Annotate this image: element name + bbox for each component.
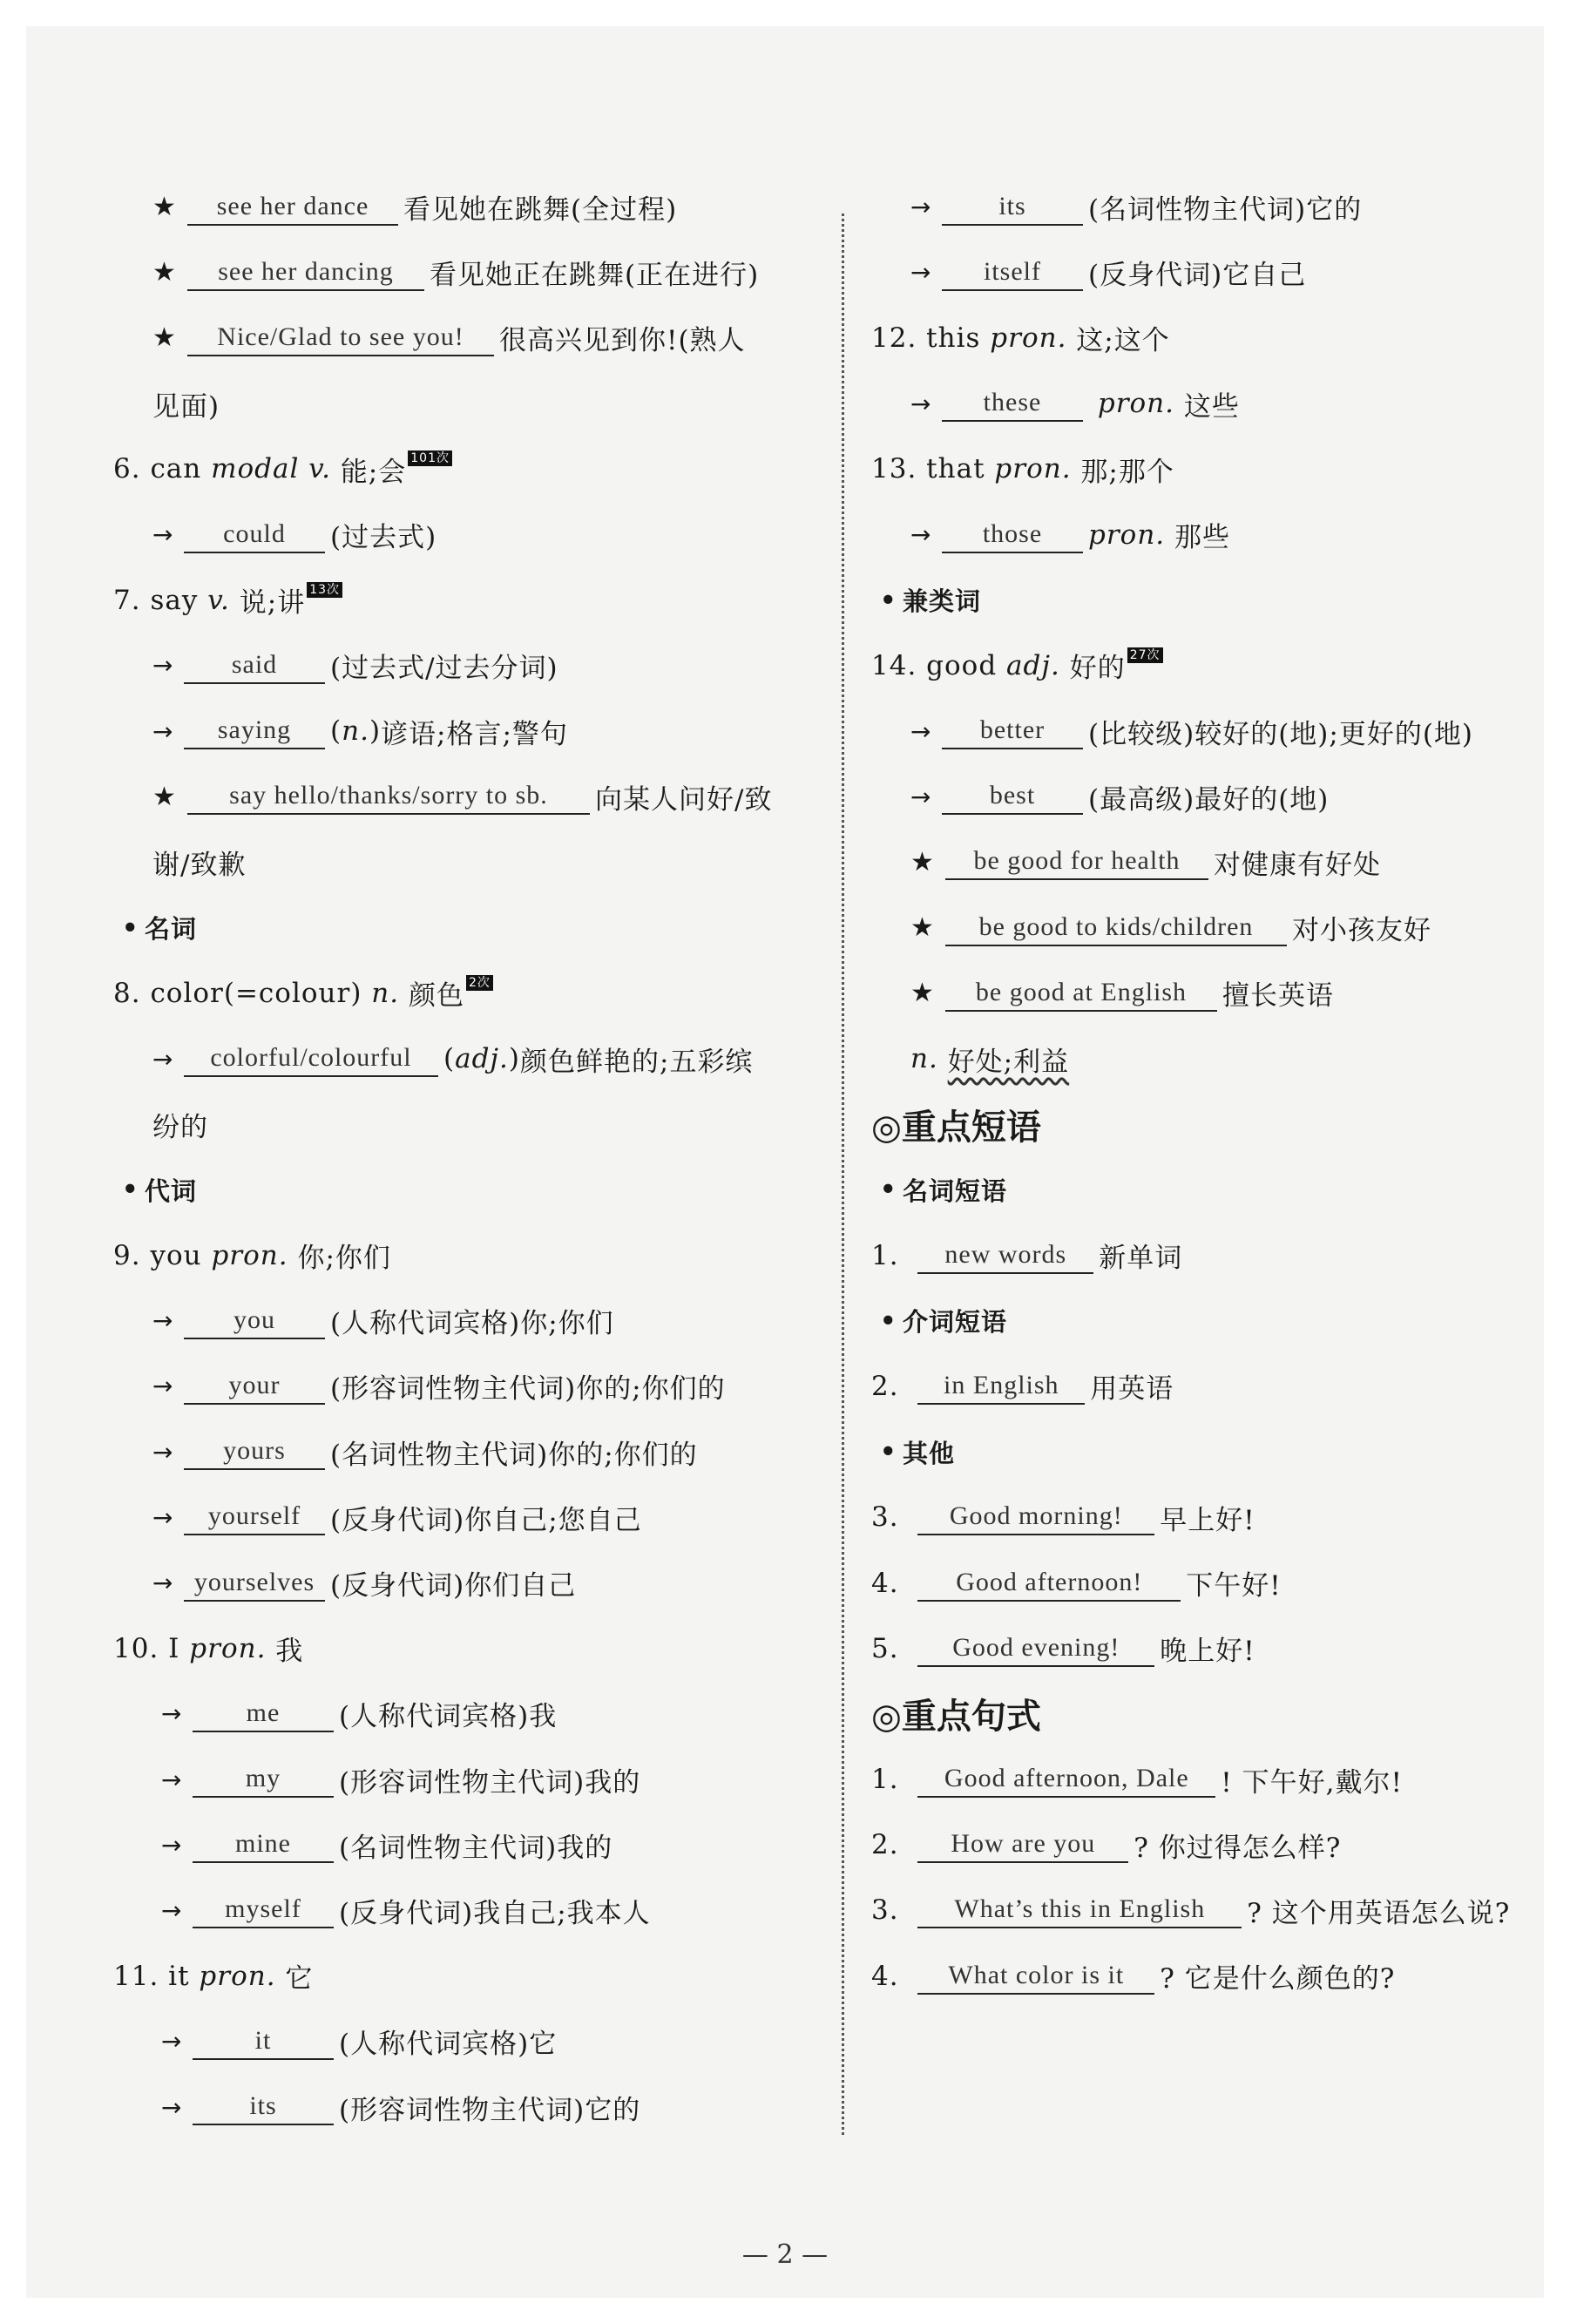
workbook-page [26,26,1544,2298]
derived-form: → colorful/colourful ( adj. ) 颜色鲜艳的;五彩缤 [113,1026,819,1091]
item-number: 5. [871,1632,899,1664]
entry-number: 13. [871,453,917,485]
arrow-icon: → [161,1830,183,1860]
item-number: 2. [871,1370,899,1402]
word-entry [113,1223,819,1288]
arrow-icon: → [910,716,932,746]
noun-sense [871,1026,1542,1091]
meaning: 早上好! [1160,1504,1255,1536]
arrow-icon: → [910,258,932,288]
derived-form [871,502,1542,567]
derived-form [113,1288,819,1353]
answer-blank: mine [193,1826,334,1863]
answer-blank: your [184,1368,325,1405]
meaning: ? 你过得怎么样? [1134,1832,1342,1864]
arrow-icon: → [152,1044,174,1074]
bullet-icon: • [880,1175,897,1205]
entry-number: 9. [113,1239,141,1271]
meaning: 好处;利益 [947,1046,1070,1078]
column-divider [842,213,844,2135]
answer-blank: itself [942,254,1083,291]
word-entry [113,567,819,633]
word-entry [871,437,1542,502]
arrow-icon: → [161,1699,183,1729]
answer-blank: say hello/thanks/sorry to sb. [187,778,590,815]
meaning: (人称代词宾格)它 [339,2029,558,2061]
headword: good [926,649,998,681]
frequency-badge: 13次 [307,582,342,598]
part-of-speech: modal v. [211,453,331,485]
star-icon: ★ [152,781,177,812]
section-label: • 其他 [880,1437,956,1468]
meaning: (形容词性物主代词)我的 [339,1766,641,1799]
answer-blank: my [193,1761,334,1798]
answer-blank: be good to kids/children [945,910,1287,946]
derived-form [113,1550,819,1616]
meaning: ? 这个用英语怎么说? [1247,1897,1511,1929]
headword: this [926,322,981,354]
entry-number: 7. [113,584,141,616]
star-icon: ★ [910,846,935,877]
part-of-speech: n. [910,1043,938,1075]
meaning: 下午好! [1186,1570,1282,1602]
answer-blank: it [193,2023,334,2060]
answer-blank: me [193,1696,334,1732]
meaning: 向某人问好/致 [595,783,773,816]
meaning: 好的 [1069,653,1126,685]
phrase-line [871,830,1542,895]
arrow-icon: → [152,1437,174,1467]
meaning: (比较级)较好的(地);更好的(地) [1088,718,1474,750]
derived-form [113,2009,819,2074]
continuation-line: 见面) [152,390,220,423]
meaning: 说;讲 [239,587,306,620]
answer-blank: colorful/colourful [184,1040,438,1077]
meaning: (反身代词)我自己;我本人 [339,1897,651,1929]
sentence-item [871,1878,1542,1943]
phrase-line [871,960,1542,1026]
meaning: 看见她正在跳舞(正在进行) [430,260,760,292]
derived-form [871,371,1542,437]
meaning: (名词性物主代词)我的 [339,1832,613,1864]
derived-form [871,240,1542,305]
derived-form: → saying ( n. ) 谚语;格言;警句 [113,699,819,764]
answer-blank: those [942,517,1083,553]
headword: say [150,584,199,616]
answer-blank: be good for health [945,844,1208,880]
derived-form [113,1747,819,1812]
word-entry [113,960,819,1026]
part-of-speech: pron. [990,322,1067,354]
meaning: 你;你们 [297,1243,391,1275]
meaning: (形容词性物主代词)你的;你们的 [330,1373,726,1406]
answer-blank: best [942,778,1083,815]
answer-blank: yourself [184,1499,325,1535]
meaning: (名词性物主代词)你的;你们的 [330,1439,698,1471]
part-of-speech: pron. [1097,388,1175,420]
frequency-badge: 101次 [408,451,452,466]
headword: color(=colour) [150,977,362,1009]
meaning: 那;那个 [1080,456,1174,488]
arrow-icon: → [910,782,932,811]
section-heading: ◎重点短语 [871,1107,1041,1148]
arrow-icon: → [152,1502,174,1532]
meaning: 它 [285,1963,314,1995]
answer-blank: Good morning! [917,1499,1154,1535]
section-heading: ◎重点句式 [871,1697,1041,1738]
section-label: • 名词短语 [880,1175,1008,1206]
arrow-icon: → [161,2092,183,2122]
arrow-icon: → [910,193,932,222]
answer-blank: Good afternoon! [917,1565,1181,1602]
meaning: 能;会 [340,456,407,488]
arrow-icon: → [161,1895,183,1925]
headword: can [150,453,202,485]
sentence-item [871,1812,1542,1878]
page-number: — 2 — [741,2239,829,2270]
arrow-icon: → [152,1372,174,1401]
meaning: (最高级)最好的(地) [1088,783,1330,816]
answer-blank: What color is it [917,1958,1154,1995]
derived-form [113,2074,819,2139]
answer-blank: yourselves [184,1565,325,1602]
entry-number: 6. [113,453,141,485]
phrase-line [113,174,819,240]
sentence-item [871,1747,1542,1812]
derived-form [113,1353,819,1419]
star-icon: ★ [152,257,177,288]
headword: that [926,453,985,485]
derived-form [113,633,819,698]
meaning: (过去式) [330,522,437,554]
phrase-line [113,305,819,370]
part-of-speech: n. [342,715,369,748]
meaning: 晚上好! [1160,1636,1255,1668]
right-column [871,174,1542,2009]
arrow-icon: → [910,389,932,418]
answer-blank: saying [184,713,325,749]
meaning: 对小孩友好 [1292,915,1431,947]
entry-number: 12. [871,322,917,354]
word-entry [113,1616,819,1681]
entry-number: 10. [113,1632,159,1664]
bullet-icon: • [880,1305,897,1336]
arrow-icon: → [152,1569,174,1598]
word-entry [871,633,1542,698]
part-of-speech: adj. [1006,649,1060,681]
headword: you [150,1239,202,1271]
derived-form [871,764,1542,830]
phrase-line [113,764,819,830]
bullet-icon: • [880,585,897,615]
entry-number: 8. [113,977,141,1009]
meaning: 那些 [1174,522,1231,554]
part-of-speech: pron. [211,1239,288,1271]
continuation-line: 纷的 [152,1111,208,1143]
phrase-item [871,1485,1542,1550]
arrow-icon: → [161,2027,183,2056]
answer-blank: you [184,1303,325,1339]
bullet-icon: • [880,1437,897,1467]
star-icon: ★ [910,978,935,1009]
section-label: • 代词 [122,1175,198,1206]
answer-blank: these [942,385,1083,422]
headword: I [168,1632,180,1664]
section-label: • 介词短语 [880,1305,1008,1338]
meaning: 擅长英语 [1222,980,1334,1013]
part-of-speech: v. [207,584,230,616]
meaning: 颜色 [408,980,464,1013]
meaning: 看见她在跳舞(全过程) [403,194,678,227]
answer-blank: be good at English [945,975,1217,1012]
answer-blank: its [942,189,1083,226]
answer-blank: see her dancing [187,254,424,291]
arrow-icon: → [152,1306,174,1336]
answer-blank: new words [917,1237,1093,1274]
word-entry [113,437,819,502]
section-label: • 兼类词 [880,585,982,617]
meaning: 谚语;格言;警句 [381,718,568,750]
meaning: 很高兴见到你!(熟人 [499,325,746,357]
arrow-icon: → [152,651,174,681]
derived-form [113,502,819,567]
part-of-speech: pron. [994,453,1072,485]
answer-blank: Good evening! [917,1630,1154,1667]
headword: it [168,1960,190,1992]
bullet-icon: • [122,912,139,943]
part-of-speech: pron. [189,1632,267,1664]
arrow-icon: → [152,716,174,746]
frequency-badge: 2次 [466,975,493,991]
answer-blank: could [184,517,325,553]
star-icon: ★ [152,322,177,354]
answer-blank: myself [193,1892,334,1928]
frequency-badge: 27次 [1127,647,1163,663]
answer-blank: What’s this in English [917,1892,1242,1928]
meaning: 新单词 [1099,1243,1183,1275]
arrow-icon: → [161,1765,183,1794]
item-number: 3. [871,1894,899,1927]
part-of-speech: pron. [1088,518,1166,551]
part-of-speech: pron. [199,1960,276,1992]
derived-form [113,1419,819,1485]
sentence-item [871,1943,1542,2009]
answer-blank: said [184,647,325,684]
section-label: • 名词 [122,912,198,945]
derived-form [113,1485,819,1550]
meaning: (过去式/过去分词) [330,653,558,685]
star-icon: ★ [910,912,935,944]
phrase-item [871,1550,1542,1616]
continuation-line: 谢/致歉 [152,849,247,881]
phrase-line [113,240,819,305]
meaning: ! 下午好,戴尔! [1221,1766,1403,1799]
meaning: (人称代词宾格)你;你们 [330,1308,614,1340]
entry-number: 14. [871,649,917,681]
meaning: 这;这个 [1076,325,1170,357]
derived-form [113,1681,819,1746]
meaning: 颜色鲜艳的;五彩缤 [520,1046,754,1078]
item-number: 2. [871,1829,899,1861]
meaning: 对健康有好处 [1214,849,1381,881]
item-number: 3. [871,1501,899,1534]
part-of-speech: adj. [455,1043,509,1075]
answer-blank: yours [184,1433,325,1470]
meaning: (形容词性物主代词)它的 [339,2094,641,2126]
bullet-icon: • [122,1175,139,1205]
phrase-item [871,1616,1542,1681]
answer-blank: Nice/Glad to see you! [187,320,494,356]
answer-blank: see her dance [187,189,398,226]
meaning: (反身代词)它自己 [1088,260,1307,292]
meaning: (反身代词)你们自己 [330,1570,577,1602]
derived-form [871,174,1542,240]
answer-blank: better [942,713,1083,749]
answer-blank: Good afternoon, Dale [917,1761,1215,1798]
meaning: 我 [275,1636,304,1668]
arrow-icon: → [152,520,174,550]
derived-form [113,1812,819,1878]
entry-number: 11. [113,1960,159,1992]
derived-form [113,1878,819,1943]
item-number: 1. [871,1764,899,1796]
item-number: 4. [871,1567,899,1599]
left-column [113,174,819,2140]
phrase-line [871,895,1542,960]
derived-form [871,699,1542,764]
part-of-speech: n. [371,977,400,1009]
answer-blank: its [193,2089,334,2125]
item-number: 4. [871,1960,899,1992]
answer-blank: in English [917,1368,1085,1405]
meaning: 这些 [1183,390,1240,423]
meaning: (人称代词宾格)我 [339,1701,558,1733]
meaning: 用英语 [1090,1373,1174,1406]
meaning: (名词性物主代词)它的 [1088,194,1363,227]
answer-blank: How are you [917,1826,1128,1863]
word-entry [871,305,1542,370]
arrow-icon: → [910,520,932,550]
item-number: 1. [871,1239,899,1271]
meaning: (反身代词)你自己;您自己 [330,1504,642,1536]
phrase-item [871,1353,1542,1419]
meaning: ? 它是什么颜色的? [1160,1963,1396,1995]
phrase-item [871,1223,1542,1288]
star-icon: ★ [152,192,177,223]
word-entry [113,1943,819,2009]
